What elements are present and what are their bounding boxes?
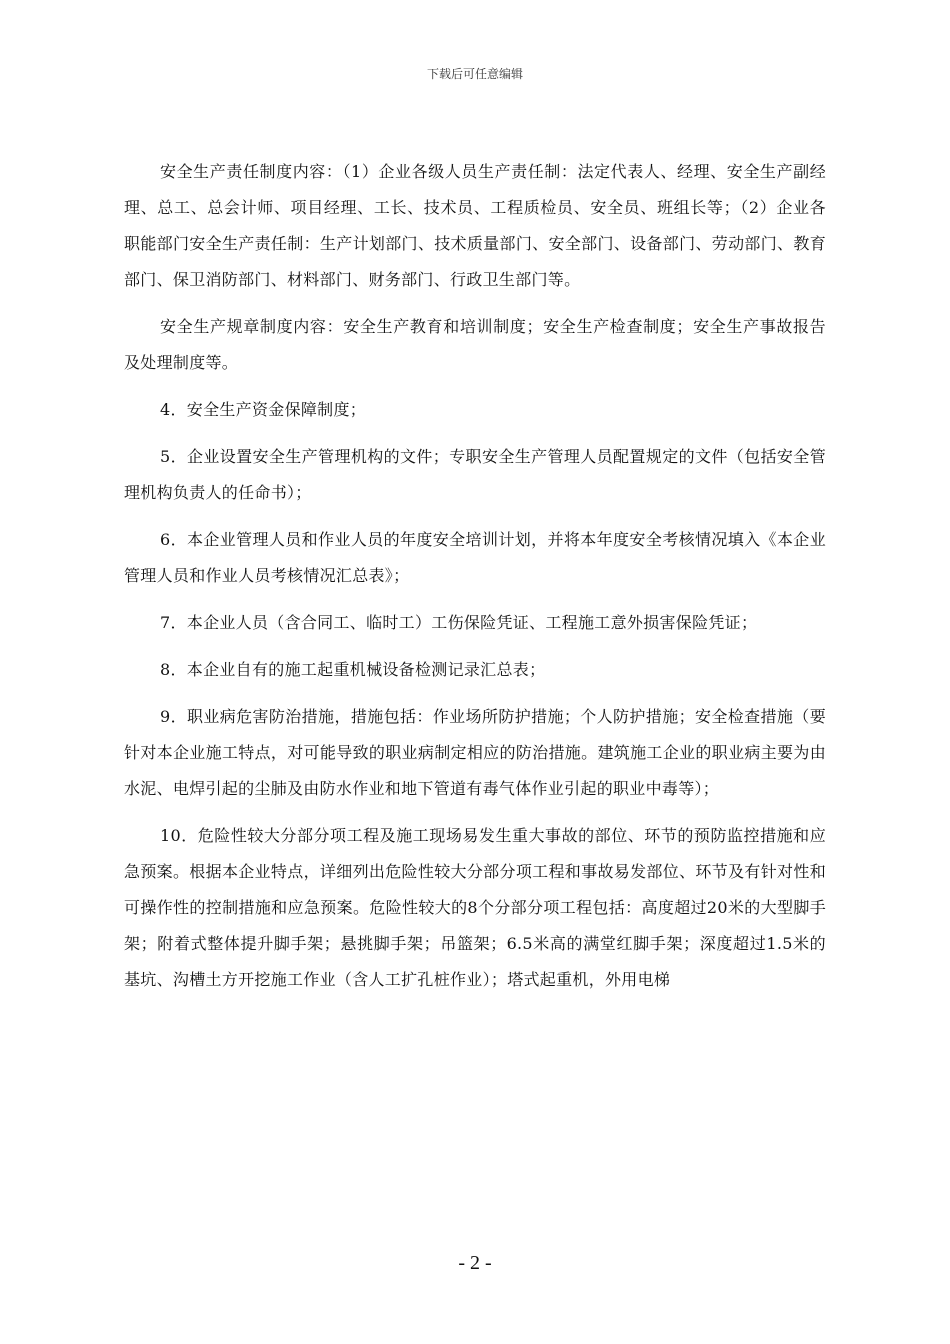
paragraph-item-5: 5．企业设置安全生产管理机构的文件；专职安全生产管理人员配置规定的文件（包括安全管理机构负责人的任命书）； — [124, 447, 826, 502]
paragraph-item-7: 7．本企业人员（含合同工、临时工）工伤保险凭证、工程施工意外损害保险凭证； — [160, 613, 758, 632]
paragraph-item-4: 4．安全生产资金保障制度； — [160, 400, 367, 419]
paragraph-safety-rules: 安全生产规章制度内容：安全生产教育和培训制度；安全生产检查制度；安全生产事故报告及处理制度等。 — [124, 317, 826, 372]
page-number: - 2 - — [458, 1252, 492, 1274]
paragraph-item-8: 8．本企业自有的施工起重机械设备检测记录汇总表； — [160, 660, 546, 679]
paragraph-item-6: 6．本企业管理人员和作业人员的年度安全培训计划，并将本年度安全考核情况填入《本企业管理人员和作业人员考核情况汇总表》； — [124, 530, 826, 585]
paragraph-item-10: 10．危险性较大分部分项工程及施工现场易发生重大事故的部位、环节的预防监控措施和应急预案。根据本企业特点，详细列出危险性较大分部分项工程和事故易发部位、环节及有针对性和可操作性的控制措施和应急预案。危险性较大的8个分部分项工程包括：高度超过20米的大型脚手架；附着式整体提升脚手架；悬挑脚手架；吊篮架；6.5米高的满堂红脚手架；深度超过1.5米的基坑、沟槽土方开挖施工作业（含人工扩孔桩作业）；塔式起重机，外用电梯 — [124, 826, 826, 989]
page-header: 下载后可任意编辑 — [426, 67, 523, 81]
document-body — [124, 154, 826, 1009]
paragraph-safety-responsibility: 安全生产责任制度内容：（1）企业各级人员生产责任制：法定代表人、经理、安全生产副经理、总工、总会计师、项目经理、工长、技术员、工程质检员、安全员、班组长等；（2）企业各职能部门安全生产责任制：生产计划部门、技术质量部门、安全部门、设备部门、劳动部门、教育部门、保卫消防部门、材料部门、财务部门、行政卫生部门等。 — [124, 162, 826, 289]
paragraph-item-9: 9．职业病危害防治措施，措施包括：作业场所防护措施；个人防护措施；安全检查措施（要针对本企业施工特点，对可能导致的职业病制定相应的防治措施。建筑施工企业的职业病主要为由水泥、电焊引起的尘肺及由防水作业和地下管道有毒气体作业引起的职业中毒等）； — [124, 707, 826, 798]
